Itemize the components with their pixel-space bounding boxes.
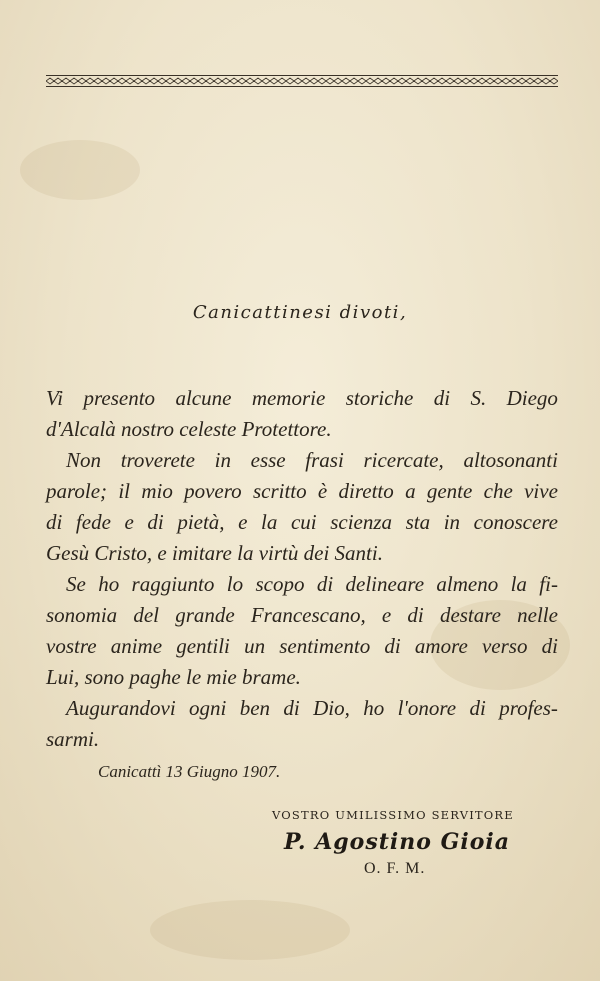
closing-line: VOSTRO UMILISSIMO SERVITORE	[272, 808, 514, 822]
body-text-line: Gesù Cristo, e imitare la virtù dei Santi.	[46, 541, 383, 565]
body-text-line: Vi presento alcune memorie storiche di S. Diego	[46, 386, 558, 410]
body-text-line: sonomia del grande Francescano, e di destare nelle	[46, 603, 558, 627]
paper-stain	[20, 140, 140, 200]
body-text-line: Augurandovi ogni ben di Dio, ho l'onore di profes-	[66, 696, 558, 720]
salutation-heading: Canicattinesi divoti,	[192, 302, 408, 323]
body-text-line: Se ho raggiunto lo scopo di delineare almeno la fi-	[66, 572, 558, 596]
body-text-line: Lui, sono paghe le mie brame.	[46, 665, 301, 689]
decorative-border-rule	[46, 74, 558, 88]
body-text-line: parole; il mio povero scritto è diretto a gente che vive	[46, 479, 558, 503]
date-line: Canicattì 13 Giugno 1907.	[98, 762, 281, 781]
body-text-line: Non troverete in esse frasi ricercate, altosonanti	[66, 448, 558, 472]
signature: P. Agostino Gioia	[284, 829, 511, 855]
body-text-line: sarmi.	[46, 727, 100, 751]
paper-stain	[150, 900, 350, 960]
religious-order-initials: O. F. M.	[364, 860, 426, 877]
body-text-line: vostre anime gentili un sentimento di amore verso di	[46, 634, 558, 658]
body-text-line: di fede e di pietà, e la cui scienza sta in conoscere	[46, 510, 558, 534]
body-text-line: d'Alcalà nostro celeste Protettore.	[46, 417, 332, 441]
